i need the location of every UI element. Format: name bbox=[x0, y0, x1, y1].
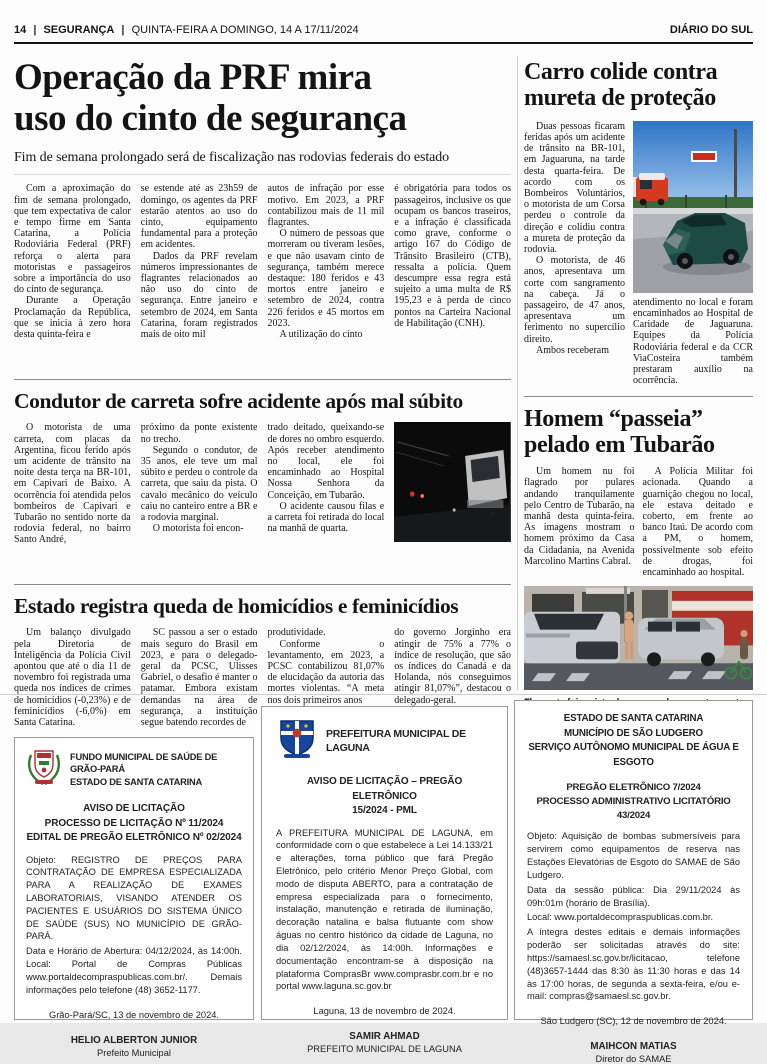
ad-paragraph: Data da sessão pública: Dia 29/11/2024 às 09h:01m (horário de Brasília). bbox=[527, 884, 740, 908]
newspaper-brand: DIÁRIO DO SUL bbox=[669, 24, 753, 36]
ad-paragraph: A PREFEITURA MUNICIPAL DE LAGUNA, em conformidade com o que estabelece a Lei 14.133/21 e alterações, torna público que fará Pregão Eletrônico, pelo critério Menor Preço Global, com modo de disputa ABERTO, para a contratação de empresa especializada para o fornecimento, instalação, manutenção e retirada de iluminação, decoração natalina e balsa flutuante com show águas no centro histórico da cidade de Laguna, no dia 02/12/2024, às 14:00h. Informações e documentação encontram-se à disposição na plataforma ComprasBr www.comprasbr.com.br e no portal www.laguna.sc.gov.br bbox=[276, 827, 493, 992]
article-paragraph: SC passou a ser o estado mais seguro do Brasil em 2023, e para o delegado-geral da PCSC, Ulisses Gabriel, o desafio é manter o patamar. Embora existam demandas na área de segurança, a instituição segue batendo recordes de bbox=[140, 627, 258, 728]
column-divider bbox=[517, 56, 518, 690]
ad-paragraph: Local: www.portaldecompraspublicas.com.br. bbox=[527, 912, 714, 923]
article-paragraph: O número de pessoas que morreram ou tiveram lesões, e que não usavam cinto de segurança, também merece destaque: 180 feridos e 43 mortos entre janeiro e setembro de 2024, contra 226 feridos e 45 mortos em 2023. bbox=[267, 228, 385, 329]
crash-photo bbox=[633, 121, 753, 293]
ad-org-line: ESTADO DE SANTA CATARINA bbox=[70, 776, 203, 787]
homem-headline-line: pelado em Tubarão bbox=[524, 432, 715, 459]
header-left bbox=[14, 24, 359, 36]
main-headline-line: Operação da PRF mira bbox=[14, 57, 372, 98]
street-photo bbox=[524, 586, 753, 690]
article-column bbox=[394, 183, 511, 369]
ad-heading: EDITAL DE PREGÃO ELETRÔNICO Nº 02/2024 bbox=[26, 832, 242, 843]
main-deck: Fim de semana prolongado será de fiscalização nas rodovias federais do estado bbox=[14, 150, 450, 166]
homicidios-headline: Estado registra queda de homicídios e feminicídios bbox=[14, 594, 459, 619]
page-number: 14 bbox=[14, 24, 27, 36]
article-column bbox=[268, 183, 385, 369]
ads-divider bbox=[0, 694, 767, 695]
article-column bbox=[524, 121, 625, 387]
homem-headline-line: Homem “passeia” bbox=[524, 406, 703, 433]
ad-signature-role: PREFEITO MUNICIPAL DE LAGUNA bbox=[307, 1044, 462, 1055]
ad-org-line: ESTADO DE SANTA CATARINA bbox=[563, 713, 704, 724]
section-name: SEGURANÇA bbox=[43, 24, 115, 36]
header-rule bbox=[14, 42, 753, 44]
article-paragraph: A utilização do cinto bbox=[279, 329, 363, 341]
laguna-crest-icon bbox=[276, 718, 318, 765]
article-paragraph: O acidente causou filas e a carreta foi retirada do local na manhã de quarta. bbox=[267, 500, 385, 535]
ad-signature-name: HELIO ALBERTON JUNIOR bbox=[70, 1034, 198, 1046]
main-headline bbox=[14, 58, 511, 139]
article-column bbox=[268, 422, 385, 574]
article-paragraph: é obrigatória para todos os passageiros, inclusive os que ocupam os bancos traseiros, e a infração é classificada como grave, conforme o artigo 167 do Código de Trânsito Brasileiro (CTB), ressalta a polícia. Quem descumpre essa regra está sujeito a uma multa de R$ 195,23 e à perda de cinco pontos na Carteira Nacional de Habilitação (CNH). bbox=[394, 183, 511, 329]
article-column bbox=[524, 466, 635, 578]
ad-graopara bbox=[14, 737, 254, 1058]
carro-headline bbox=[524, 60, 753, 112]
article-paragraph: Durante a Operação Proclamação da República, que se inicia à zero hora desta quinta-feira e bbox=[14, 295, 131, 341]
article-column bbox=[141, 627, 258, 745]
article-paragraph: O motorista foi encon- bbox=[152, 523, 244, 535]
ad-dateline: São Ludgero (SC), 12 de novembro de 2024. bbox=[540, 1016, 727, 1027]
main-article-columns bbox=[14, 183, 511, 369]
section-rule bbox=[524, 396, 753, 397]
ad-signature-role: Diretor do SAMAE bbox=[595, 1054, 672, 1064]
homem-columns bbox=[524, 466, 753, 578]
article-paragraph: trado deitado, queixando-se de dores no ombro esquerdo. Após receber atendimento no local, ele foi encaminhado ao Hospital Nossa Senhora da Conceição, em Tubarão. bbox=[267, 422, 385, 501]
carreta-columns bbox=[14, 422, 511, 574]
article-paragraph: produtividade. bbox=[267, 627, 326, 639]
ad-paragraph: Data e Horário de Abertura: 04/12/2024, às 14:00h. Local: Portal de Compras Públicas www.portaldecompraspublicas.com.br/. Demais informações pelo telefone (48) 3652-1177. bbox=[26, 946, 242, 995]
graopara-crest-icon bbox=[26, 747, 62, 792]
article-paragraph: Um balanço divulgado pela Diretoria de Inteligência da Polícia Civil apontou que até o dia 11 de novembro foi registrada uma queda nos índices de crimes de homicídios (-0,23%) e de feminicídios (-6,0%) em Santa Catarina. bbox=[14, 627, 131, 728]
carro-headline-line: Carro colide contra bbox=[524, 59, 718, 85]
ad-paragraph: A íntegra destes editais e demais informações poderão ser solicitadas através do site: https://samaesl.sc.gov.br/licitacao, telefone (48)3657-1444 das 8:30 às 11:30 horas e das 14 às 17:00 horas, de segunda a sexta-feira, e/ou e-mail: compras@samaesl.sc.gov.br. bbox=[527, 927, 740, 1002]
article-paragraph: Um homem nu foi flagrado por pulares andando tranquilamente pelo Centro de Tubarão, na manhã desta quinta-feira. As imagens mostram o homem próximo da Casa da Cidadania, na Avenida Marcolino Martins Cabral. bbox=[524, 466, 635, 567]
ad-dateline: Grão-Pará/SC, 13 de novembro de 2024. bbox=[48, 1009, 220, 1020]
ad-heading: 15/2024 - PML bbox=[352, 805, 417, 816]
article-column bbox=[633, 121, 753, 387]
ad-header bbox=[26, 747, 242, 792]
article-paragraph: se estende até as 23h59 de domingo, os agentes da PRF estarão atentos ao uso do cinto, equipamento fundamental para a proteção em acidentes. bbox=[140, 183, 258, 251]
article-paragraph: Duas pessoas ficaram feridas após um acidente de trânsito na BR-101, em Jaguaruna, na tarde desta quarta-feira. De acordo com os Bombeiros Voluntários, o motorista de um Corsa perdeu o controle da direção e colidiu contra a mureta de proteção da rodovia. bbox=[524, 120, 625, 256]
ad-paragraph: Objeto: Aquisição de bombas submersíveis para servirem como equipamentos de reserva nas Estações Elevatórias de Esgoto do SAMAE de São Ludgero. bbox=[527, 831, 740, 880]
article-paragraph: autos de infração por esse motivo. Em 2023, a PRF contabilizou mais de 11 mil flagrantes. bbox=[267, 183, 385, 228]
article-paragraph: Com a aproximação do fim de semana prolongado, que tem expectativa de calor e tempo firme em Santa Catarina, a Polícia Rodoviária Federal (PRF) reforça o alerta para motoristas e passageiros sobre a importância do uso do cinto de segurança. bbox=[14, 183, 131, 296]
ad-heading: PROCESSO ADMINISTRATIVO LICITATÓRIO 43/2024 bbox=[536, 795, 731, 821]
article-paragraph: Dados da PRF revelam números impressionantes de flagrantes relacionados ao não uso do cinto de segurança. Entre janeiro e setembro de 2024, em Santa Catarina, foram registrados mais de oito mil bbox=[140, 250, 258, 341]
night-crash-photo bbox=[394, 422, 511, 542]
article-column bbox=[14, 422, 131, 574]
ad-org-line: FUNDO MUNICIPAL DE SAÚDE DE GRÃO-PARÁ bbox=[70, 752, 218, 775]
ad-org-name bbox=[70, 751, 242, 787]
ad-heading: AVISO DE LICITAÇÃO – PREGÃO ELETRÔNICO bbox=[306, 776, 463, 802]
edition-dateline: QUINTA-FEIRA A DOMINGO, 14 A 17/11/2024 bbox=[131, 24, 359, 36]
article-paragraph: atendimento no local e foram encaminhados ao Hospital de Caridade de Jaguaruna. Equipes da Polícia Rodoviária federal e da CCR ViaCosteira também prestaram auxílio na ocorrência. bbox=[633, 296, 753, 387]
homem-headline bbox=[524, 407, 753, 459]
article-column bbox=[643, 466, 754, 578]
article-column bbox=[14, 627, 131, 745]
section-rule bbox=[14, 584, 511, 585]
ad-dateline: Laguna, 13 de novembro de 2024. bbox=[313, 1006, 456, 1017]
ad-org-line: SERVIÇO AUTÔNOMO MUNICIPAL DE ÁGUA E ESGOTO bbox=[528, 742, 739, 769]
ad-signature-name: SAMIR AHMAD bbox=[349, 1031, 420, 1043]
ad-header bbox=[276, 718, 493, 765]
right-region bbox=[524, 50, 753, 710]
ad-org-name: PREFEITURA MUNICIPAL DE LAGUNA bbox=[326, 727, 466, 754]
ad-heading: PROCESSO DE LICITAÇÃO Nº 11/2024 bbox=[44, 817, 224, 829]
article-paragraph: próximo da ponte existente no trecho. bbox=[140, 422, 258, 445]
ad-signature-role: Prefeito Municipal bbox=[97, 1047, 171, 1058]
ad-saoludgero bbox=[514, 700, 753, 1064]
article-paragraph: Conforme o levantamento, em 2023, a PCSC contabilizou 81,07% de elucidação da autoria das mortes violentas. “A meta nos dois primeiros anos bbox=[267, 638, 385, 706]
article-paragraph: O motorista, de 46 anos, apresentava um corte com sangramento na cabeça. Já o passageiro, de 47 anos, apresentava um ferimento no supercílio direito. bbox=[524, 255, 625, 345]
left-region bbox=[14, 50, 511, 745]
ad-paragraph: Objeto: REGISTRO DE PREÇOS PARA CONTRATAÇÃO DE EMPRESA ESPECIALIZADA PARA A REALIZAÇÃO DE EXAMES LABORATORIAIS, VISANDO ATENDER OS PACIENTES E USUÁRIOS DO SISTEMA ÚNICO DE SAÚDE (SUS) NO MUNICÍPIO DE GRÃO-PARÁ. bbox=[26, 854, 242, 942]
ad-heading: AVISO DE LICITAÇÃO bbox=[83, 803, 185, 814]
right-car bbox=[638, 618, 724, 667]
deck-rule bbox=[14, 174, 511, 175]
article-column bbox=[141, 183, 258, 369]
ad-laguna bbox=[261, 706, 508, 1055]
red-van bbox=[636, 173, 668, 205]
carreta-headline: Condutor de carreta sofre acidente após mal súbito bbox=[14, 389, 463, 414]
article-paragraph: O motorista de uma carreta, com placas da Argentina, ficou ferido após um acidente de trânsito na noite desta terça na BR-101, em Capivari de Baixo. A ocorrência foi atendida pelos bombeiros de Capivari e Tubarão no sentido norte da rodovia federal, no bairro Santo André, bbox=[14, 422, 131, 546]
carro-headline-line: mureta de proteção bbox=[524, 84, 716, 111]
ad-org-line: MUNICÍPIO DE SÃO LUDGERO bbox=[564, 727, 703, 739]
article-paragraph: Segundo o condutor, de 35 anos, ele teve um mal súbito e perdeu o controle da carreta, que saiu da pista. O cavalo mecânico do veículo caiu no canteiro entre a BR e a rodovia marginal. bbox=[140, 444, 258, 523]
header-separator: | bbox=[33, 24, 37, 36]
left-car bbox=[524, 612, 620, 664]
article-paragraph: do governo Jorginho era atingir de 75% a 77% o índice de resolução, que são os índices do Canadá e da Holanda, nós conseguimos atingir 81,07%”, destacou o delegado-geral. bbox=[394, 627, 511, 706]
article-column bbox=[14, 183, 131, 369]
section-rule bbox=[14, 379, 511, 380]
header-separator: | bbox=[121, 24, 125, 36]
main-headline-line: uso do cinto de segurança bbox=[14, 97, 407, 139]
carro-columns bbox=[524, 121, 753, 387]
article-column bbox=[141, 422, 258, 574]
article-paragraph: A Polícia Militar foi acionada. Quando a guarnição chegou no local, ele estava deitado e coberto, em frente ao banco Itaú. De acordo com a PM, o homem, possivelmente sob efeito de drogas, foi encaminhado ao hospital. bbox=[642, 466, 753, 579]
ad-heading: PREGÃO ELETRÔNICO 7/2024 bbox=[566, 781, 701, 793]
page-header bbox=[14, 24, 753, 36]
ad-signature-name: MAIHCON MATIAS bbox=[590, 1041, 677, 1053]
article-paragraph: Ambos receberam bbox=[536, 344, 610, 356]
